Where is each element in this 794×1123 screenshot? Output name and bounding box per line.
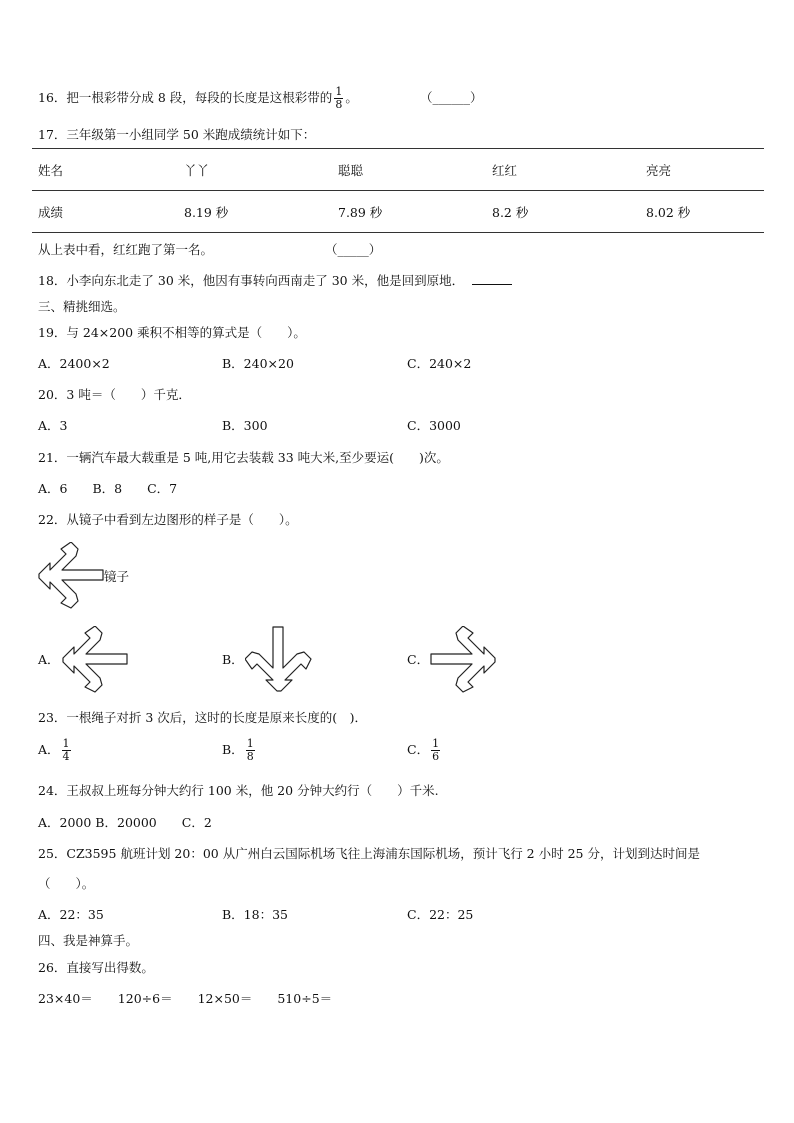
q20-option-c[interactable]: C．3000	[407, 418, 461, 433]
q23-option-c[interactable]: C． $\frac{1}{6}$	[407, 737, 440, 763]
q22-option-c[interactable]: C．	[407, 652, 430, 667]
q20-option-b[interactable]: B．300	[222, 418, 268, 433]
q16-answer-blank[interactable]: （______）	[420, 90, 483, 105]
q19-text: 19．与 24×200 乘积不相等的算式是（ ）。	[38, 325, 306, 340]
q19-option-b[interactable]: B．240×20	[222, 356, 294, 371]
table-cell: 8.02 秒	[640, 191, 764, 233]
q22-text: 22．从镜子中看到左边图形的样子是（ ）。	[38, 512, 298, 527]
q17-answer-blank[interactable]: （_____）	[325, 242, 382, 257]
q25-option-c[interactable]: C．22：25	[407, 907, 474, 922]
q18-answer-blank[interactable]	[472, 273, 512, 285]
table-row	[32, 191, 764, 233]
q25-option-b[interactable]: B．18：35	[222, 907, 288, 922]
q22-option-a[interactable]: A．	[38, 652, 60, 667]
q17-followup: 从上表中看，红红跑了第一名。	[38, 242, 214, 257]
q21-options[interactable]: A．6 B．8 C．7	[38, 481, 178, 496]
q23-c-fraction: $\frac{1}{6}$	[432, 737, 440, 763]
section-3-heading: 三、精挑细选。	[38, 299, 126, 314]
mirror-label: 镜子	[104, 569, 130, 584]
option-c-arrow-figure[interactable]	[428, 626, 498, 694]
table-cell: 丫丫	[178, 149, 332, 191]
table-cell: 8.2 秒	[486, 191, 640, 233]
q23-option-b[interactable]: B． $\frac{1}{8}$	[222, 737, 254, 763]
option-b-arrow-figure[interactable]	[245, 624, 313, 694]
table-cell: 8.19 秒	[178, 191, 332, 233]
q23-option-a[interactable]: A． $\frac{1}{4}$	[38, 737, 70, 763]
q19-option-a[interactable]: A．2400×2	[38, 356, 110, 371]
q24-text: 24．王叔叔上班每分钟大约行 100 米，他 20 分钟大约行（ ）千米.	[38, 783, 439, 798]
q17-text: 17．三年级第一小组同学 50 米跑成绩统计如下：	[38, 127, 316, 142]
table-cell: 红红	[486, 149, 640, 191]
table-cell: 姓名	[32, 149, 178, 191]
q20-text: 20．3 吨＝（ ）千克．	[38, 387, 191, 402]
q25-text: 25．CZ3595 航班计划 20：00 从广州白云国际机场飞往上海浦东国际机场，预计飞行 2 小时 25 分，计划到达时间是	[38, 846, 700, 861]
q16-fraction: $\frac{1}{8}$	[335, 85, 343, 111]
table-cell: 7.89 秒	[332, 191, 486, 233]
option-a-arrow-figure[interactable]	[60, 626, 130, 694]
table-cell: 聪聪	[332, 149, 486, 191]
q26-expressions: 23×40＝ 120÷6＝ 12×50＝ 510÷5＝	[38, 991, 333, 1006]
q19-option-c[interactable]: C．240×2	[407, 356, 472, 371]
q21-text: 21．一辆汽车最大载重是 5 吨,用它去装载 33 吨大米,至少要运( )次。	[38, 450, 449, 465]
table-cell: 亮亮	[640, 149, 764, 191]
q23-b-fraction: $\frac{1}{8}$	[246, 737, 254, 763]
q25-answer-blank[interactable]: （ ）。	[38, 876, 95, 891]
q25-option-a[interactable]: A．22：35	[38, 907, 104, 922]
table-cell: 成绩	[32, 191, 178, 233]
q23-a-fraction: $\frac{1}{4}$	[62, 737, 70, 763]
q24-options[interactable]: A．2000 B．20000 C．2	[38, 815, 212, 830]
q18-text: 18．小李向东北走了 30 米，他因有事转向西南走了 30 米，他是回到原地．	[38, 273, 465, 288]
q16-line: 16．把一根彩带分成 8 段，每段的长度是这根彩带的 $\frac{1}{8}$ 。	[38, 85, 358, 111]
q16-text: 16．把一根彩带分成 8 段，每段的长度是这根彩带的	[38, 90, 333, 105]
original-arrow-figure	[36, 542, 106, 610]
q18-line	[38, 273, 512, 289]
q26-text: 26．直接写出得数。	[38, 960, 154, 975]
q20-option-a[interactable]: A．3	[38, 418, 68, 433]
q22-option-b[interactable]: B．	[222, 652, 244, 667]
table-row	[32, 149, 764, 191]
q23-text: 23．一根绳子对折 3 次后，这时的长度是原来长度的( )．	[38, 710, 368, 725]
score-table	[32, 148, 764, 233]
section-4-heading: 四、我是神算手。	[38, 933, 139, 948]
